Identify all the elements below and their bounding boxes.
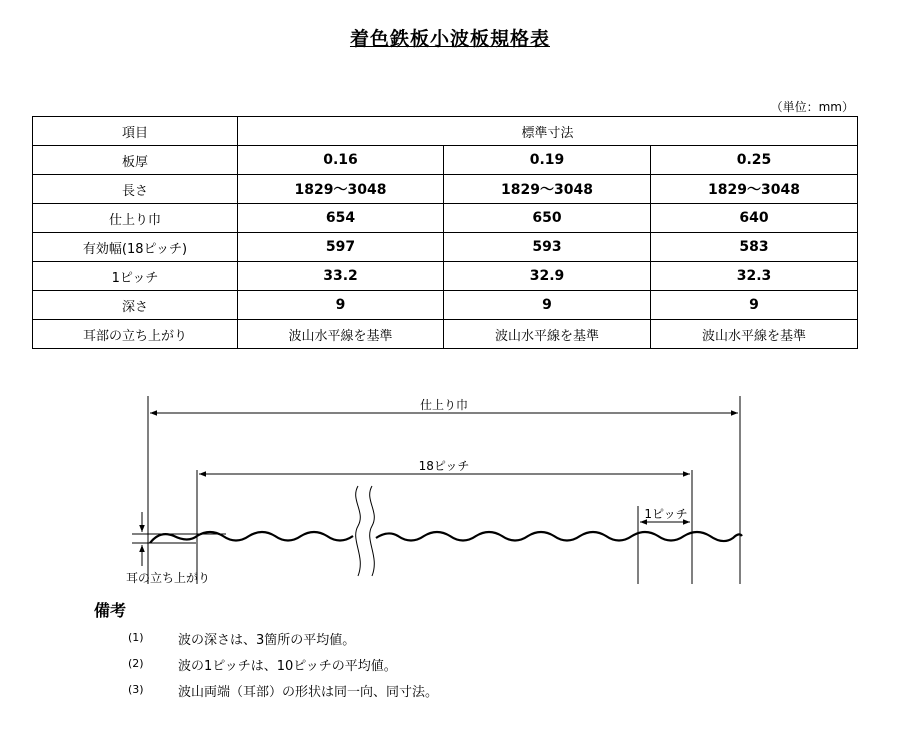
wave-right-section [376, 532, 742, 541]
cell-value: 9 [238, 291, 444, 320]
note-text: 波の深さは、3箇所の平均値。 [178, 633, 356, 648]
table-row [33, 204, 858, 233]
cell-value: 1829～3048 [444, 175, 651, 204]
pitch18-label: 18ピッチ [418, 459, 470, 473]
corrugated-sheet-diagram [0, 380, 900, 595]
row-label: 1ピッチ [33, 262, 238, 291]
table-header-row [33, 117, 858, 146]
header-item: 項目 [33, 117, 238, 146]
note-number: (2) [128, 657, 144, 670]
cell-value: 33.2 [238, 262, 444, 291]
cell-value: 650 [444, 204, 651, 233]
note-number: (1) [128, 631, 144, 644]
unit-label: （単位：mm） [770, 100, 854, 114]
cell-value: 32.3 [651, 262, 858, 291]
cell-value: 9 [444, 291, 651, 320]
row-label: 耳部の立ち上がり [33, 320, 238, 349]
row-label: 深さ [33, 291, 238, 320]
cell-value: 654 [238, 204, 444, 233]
cell-value: 1829～3048 [651, 175, 858, 204]
cell-value: 593 [444, 233, 651, 262]
cell-value: 583 [651, 233, 858, 262]
cell-value: 9 [651, 291, 858, 320]
cell-value: 波山水平線を基準 [651, 320, 858, 349]
note-text: 波山両端（耳部）の形状は同一向、同寸法。 [178, 685, 439, 700]
spec-table [32, 116, 858, 349]
row-label: 有効幅(18ピッチ) [33, 233, 238, 262]
table-row [33, 233, 858, 262]
break-line-left [356, 486, 361, 576]
ear-rise-label: 耳の立ち上がり [126, 571, 211, 585]
table-row [33, 175, 858, 204]
note-text: 波の1ピッチは、10ピッチの平均値。 [178, 659, 397, 674]
table-row [33, 146, 858, 175]
cell-value: 波山水平線を基準 [238, 320, 444, 349]
row-label: 長さ [33, 175, 238, 204]
cell-value: 32.9 [444, 262, 651, 291]
note-number: (3) [128, 683, 144, 696]
row-label: 仕上り巾 [33, 204, 238, 233]
cell-value: 1829～3048 [238, 175, 444, 204]
cell-value: 597 [238, 233, 444, 262]
table-row [33, 291, 858, 320]
table-row [33, 262, 858, 291]
table-row [33, 320, 858, 349]
cell-value: 波山水平線を基準 [444, 320, 651, 349]
cell-value: 640 [651, 204, 858, 233]
cell-value: 0.25 [651, 146, 858, 175]
notes-title: 備考 [94, 601, 127, 620]
pitch1-label: 1ピッチ [644, 507, 688, 521]
cell-value: 0.16 [238, 146, 444, 175]
break-line-right [370, 486, 375, 576]
page-title: 着色鉄板小波板規格表 [349, 28, 550, 50]
cell-value: 0.19 [444, 146, 651, 175]
header-standard-size: 標準寸法 [238, 117, 858, 146]
row-label: 板厚 [33, 146, 238, 175]
finish-width-label: 仕上り巾 [419, 398, 469, 412]
